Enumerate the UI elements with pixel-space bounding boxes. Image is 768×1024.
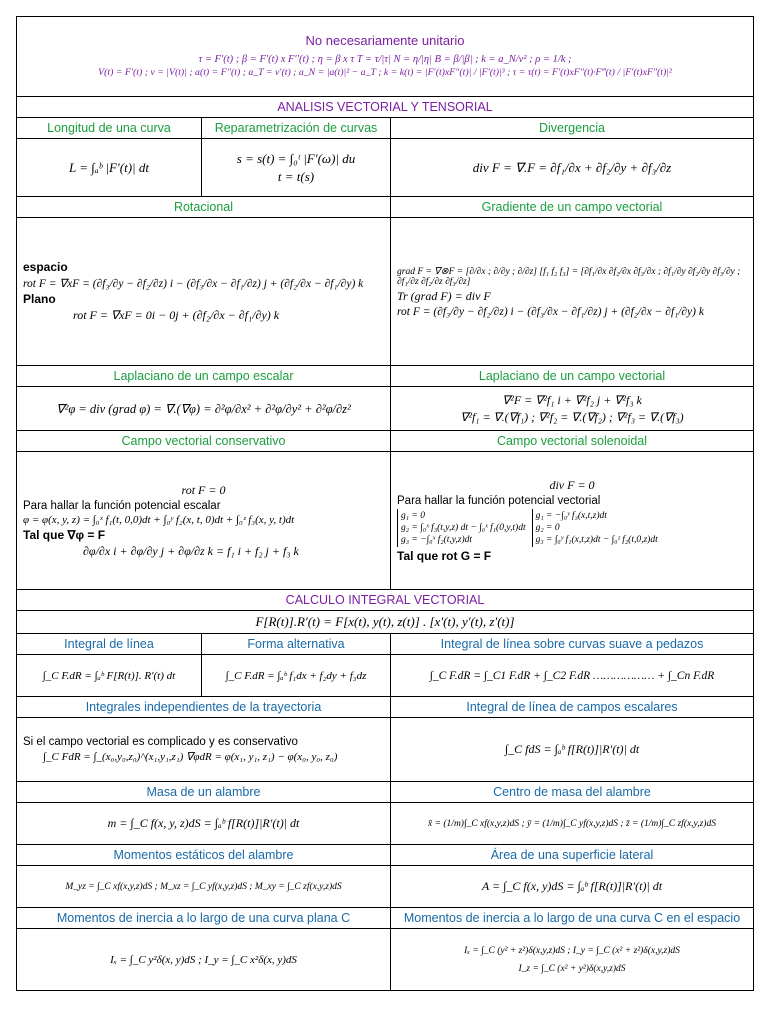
sol-systems <box>397 509 747 547</box>
sol-system-a <box>397 509 526 547</box>
header-momentos-estaticos: Momentos estáticos del alambre <box>17 845 391 866</box>
header-gradiente: Gradiente de un campo vectorial <box>391 197 754 218</box>
sol-tal-que: Tal que rot G = F <box>397 549 492 563</box>
formula-sheet <box>16 16 753 1006</box>
header-integral-linea: Integral de línea <box>17 634 202 655</box>
sol-system-b <box>532 509 658 547</box>
header-inercia-espacio: Momentos de inercia a lo largo de una curva C en el espacio <box>391 908 754 929</box>
unit-formula-line-2: V(t) = F′(t) ; v = |V(t)| ; a(t) = F′′(t) ; a_T = v′(t) ; a_N = |a(t)|² − a_T ; k = k(t) = |F′(t)xF″(t)| / |F′(t)|³ ; τ = τ(t) = F′(t)xF″(t)·F‴(t) / |F′(t)xF″(t)|² <box>98 67 672 78</box>
header-divergencia: Divergencia <box>391 118 754 139</box>
formula-laplaciano-vectorial <box>391 387 754 431</box>
formula-gradiente <box>391 218 754 366</box>
formula-reparametrizacion <box>202 139 391 197</box>
cons-tal-que: Tal que ∇φ = F <box>23 527 106 542</box>
rot-plano-label: Plano <box>23 292 56 306</box>
rot-espacio-label: espacio <box>23 260 68 274</box>
formula-divergencia: div F = ∇.F = ∂f₁/∂x + ∂f₂/∂y + ∂f₃/∂z <box>391 139 754 197</box>
formula-composicion: F[R(t)].R′(t) = F[x(t), y(t), z(t)] . [x′(t), y′(t), z′(t)] <box>17 611 754 634</box>
formula-indep: ∫_C FdR = ∫_(x₀,y₀,z₀)^(x₁,y₁,z₁) ∇φdR = φ(x₁, y₁, z₁) − φ(x₀, y₀, z₀) <box>43 751 338 763</box>
indep-description: Si el campo vectorial es complicado y es conservativo <box>23 736 298 748</box>
formula-sol-b1: g₁ = −∫₀ʸ f₃(x,t,z)dt <box>535 511 607 521</box>
formula-campos-escalares: ∫_C fdS = ∫ₐᵇ f[R(t)]|R′(t)| dt <box>391 718 754 782</box>
formula-inercia-plana: Iₓ = ∫_C y²δ(x, y)dS ; I_y = ∫_C x²δ(x, y)dS <box>17 929 391 991</box>
formula-rot-espacio: rot F = ∇xF = (∂f₃/∂y − ∂f₂/∂z) i − (∂f₃/∂x − ∂f₁/∂z) j + (∂f₂/∂x − ∂f₁/∂y) k <box>23 278 364 290</box>
header-inercia-plana: Momentos de inercia a lo largo de una curva plana C <box>17 908 391 929</box>
header-solenoidal: Campo vectorial solenoidal <box>391 431 754 452</box>
formula-sol-b3: g₃ = ∫₀ʸ f₁(x,t,z)dt − ∫₀ᶻ f₂(t,0,z)dt <box>535 535 658 545</box>
header-longitud: Longitud de una curva <box>17 118 202 139</box>
unit-formula-line-1: τ = F′(t) ; β = F′(t) x F′′(t) ; η = β x τ T = τ/|τ| N = η/|η| B = β/|β| ; k = a_N/v² ; ρ = 1/k ; <box>198 54 572 65</box>
formula-lap-vec-2: ∇²f₁ = ∇.(∇f₁) ; ∇²f₂ = ∇.(∇f₂) ; ∇²f₃ = ∇.(∇f₃) <box>460 409 684 424</box>
cons-description: Para hallar la función potencial escalar <box>23 499 221 512</box>
formula-sol-b2: g₂ = 0 <box>535 523 560 533</box>
formula-cons-potencial: φ = φ(x, y, z) = ∫₀ˣ f₁(t, 0,0)dt + ∫₀ʸ f₂(x, t, 0)dt + ∫₀ᶻ f₃(x, y, t)dt <box>23 513 295 526</box>
formula-masa: m = ∫_C f(x, y, z)dS = ∫ₐᵇ f[R(t)]|R′(t)| dt <box>17 803 391 845</box>
formula-inercia-esp-xy: Iₓ = ∫_C (y² + z²)δ(x,y,z)dS ; I_y = ∫_C (x² + z²)δ(x,y,z)dS <box>464 945 680 956</box>
section-title-analisis: ANALISIS VECTORIAL Y TENSORIAL <box>17 97 754 118</box>
formula-pedazos: ∫_C F.dR = ∫_C1 F.dR + ∫_C2 F.dR ……………… + ∫_Cn F.dR <box>391 655 754 697</box>
formula-solenoidal <box>391 452 754 590</box>
formula-cons-gradiente: ∂φ/∂x i + ∂φ/∂y j + ∂φ/∂z k = f₁ i + f₂ j + f₃ k <box>83 543 299 558</box>
header-area-lateral: Área de una superficie lateral <box>391 845 754 866</box>
formula-longitud: L = ∫ₐᵇ |F′(t)| dt <box>17 139 202 197</box>
section-title-calculo: CALCULO INTEGRAL VECTORIAL <box>17 590 754 611</box>
header-campos-escalares: Integral de línea de campos escalares <box>391 697 754 718</box>
formula-reparam-t: t = t(s) <box>277 168 315 184</box>
formula-integral-linea: ∫_C F.dR = ∫ₐᵇ F[R(t)]. R′(t) dt <box>17 655 202 697</box>
header-centro-masa: Centro de masa del alambre <box>391 782 754 803</box>
formula-conservativo <box>17 452 391 590</box>
formula-inercia-esp-z: I_z = ∫_C (x² + y²)δ(x,y,z)dS <box>518 963 626 974</box>
header-conservativo: Campo vectorial conservativo <box>17 431 391 452</box>
formula-inercia-espacio <box>391 929 754 991</box>
formula-forma-alternativa: ∫_C F.dR = ∫ₐᵇ f₁dx + f₂dy + f₃dz <box>202 655 391 697</box>
formula-grad-rot: rot F = (∂f₃/∂y − ∂f₂/∂z) i − (∂f₃/∂x − ∂f₁/∂z) j + (∂f₂/∂x − ∂f₁/∂y) k <box>397 305 704 318</box>
page-title: No necesariamente unitario <box>305 33 465 48</box>
formula-momentos-estaticos: M_yz = ∫_C xf(x,y,z)dS ; M_xz = ∫_C yf(x,y,z)dS ; M_xy = ∫_C zf(x,y,z)dS <box>17 866 391 908</box>
sol-description: Para hallar la función potencial vectorial <box>397 495 601 507</box>
formula-centro-masa: x̄ = (1/m)∫_C xf(x,y,z)dS ; ȳ = (1/m)∫_C yf(x,y,z)dS ; z̄ = (1/m)∫_C zf(x,y,z)dS <box>391 803 754 845</box>
header-masa: Masa de un alambre <box>17 782 391 803</box>
header-pedazos: Integral de línea sobre curvas suave a pedazos <box>391 634 754 655</box>
formula-reparam-s: s = s(t) = ∫₀ᵗ |F′(ω)| du <box>236 150 356 166</box>
formula-sol-a3: g₃ = −∫₀ˣ f₂(t,y,z)dt <box>401 535 473 545</box>
formula-sol-div: div F = 0 <box>549 478 595 492</box>
formula-sol-a2: g₂ = ∫₀ˣ f₃(t,y,z) dt − ∫₀ˣ f₁(0,y,t)dt <box>401 523 526 533</box>
formula-rotacional <box>17 218 391 366</box>
header-forma-alternativa: Forma alternativa <box>202 634 391 655</box>
unit-vectors-block <box>17 17 754 97</box>
formula-table <box>16 16 754 991</box>
formula-grad-tensor: grad F = ∇⊗F = [∂/∂x ; ∂/∂y ; ∂/∂z] [f₁ f₂ f₃] = [∂f₁/∂x ∂f₂/∂x ∂f₃/∂x ; ∂f₁/∂y ∂f₂/∂y ∂f₃/∂y ; ∂f₁/∂z ∂f₂/∂z ∂f₃/∂z] <box>397 266 741 287</box>
header-reparametrizacion: Reparametrización de curvas <box>202 118 391 139</box>
formula-area-lateral: A = ∫_C f(x, y)dS = ∫ₐᵇ f[R(t)]|R′(t)| dt <box>391 866 754 908</box>
formula-rot-plano: rot F = ∇xF = 0i − 0j + (∂f₂/∂x − ∂f₁/∂y) k <box>73 308 280 322</box>
formula-laplaciano-escalar: ∇²φ = div (grad φ) = ∇.(∇φ) = ∂²φ/∂x² + ∂²φ/∂y² + ∂²φ/∂z² <box>17 387 391 431</box>
formula-lap-vec-1: ∇²F = ∇²f₁ i + ∇²f₂ j + ∇²f₃ k <box>502 392 642 407</box>
header-rotacional: Rotacional <box>17 197 391 218</box>
formula-cons-rot: rot F = 0 <box>181 482 226 497</box>
header-laplaciano-escalar: Laplaciano de un campo escalar <box>17 366 391 387</box>
formula-sol-a1: g₁ = 0 <box>401 511 425 521</box>
formula-independientes <box>17 718 391 782</box>
header-independientes: Integrales independientes de la trayectoria <box>17 697 391 718</box>
header-laplaciano-vectorial: Laplaciano de un campo vectorial <box>391 366 754 387</box>
formula-grad-traza: Tr (grad F) = div F <box>397 288 491 303</box>
